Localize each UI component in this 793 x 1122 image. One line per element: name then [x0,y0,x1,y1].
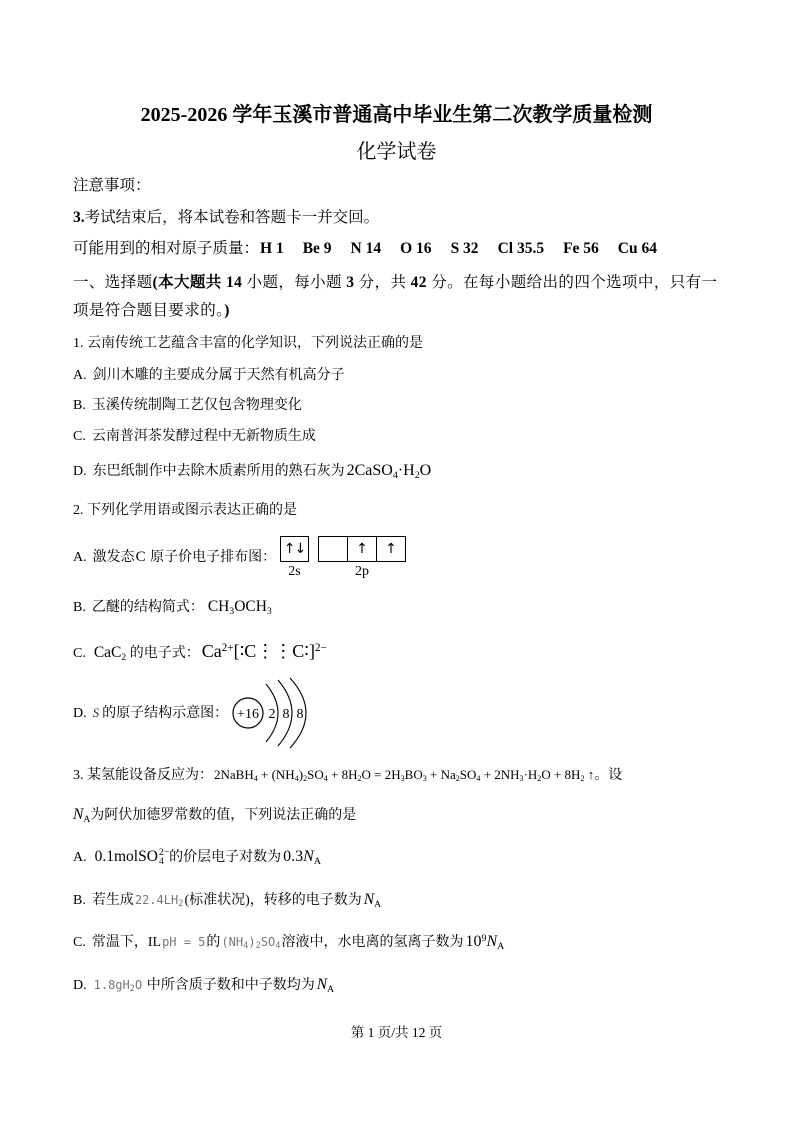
rich-text: OCH [234,598,267,615]
electron-formula [202,641,327,661]
atomic-mass-list [73,237,657,261]
stem-text: 。设 [594,768,623,783]
orbital-label-2p: 2p [355,564,369,579]
rich-text: + Na [426,767,456,782]
option-text: 中所含质子数和中子数均为 [143,978,315,993]
rich-text: 一、选择题 [73,274,153,291]
option-text: 若生成 [91,893,134,908]
q2-option-b [73,595,272,621]
option-text: 东巴纸制作中去除木质素所用的熟石灰为 [92,464,345,479]
option-label: A. [73,850,87,865]
avogadro-symbol [73,806,90,823]
mono-text: ) [248,935,256,949]
q1-option-c [73,425,316,449]
italic-symbol: N [303,848,314,865]
mono-text: 22.4LH [134,893,179,907]
quantity-formula [135,893,184,908]
subscript: 4 [294,774,299,784]
option-label: B. [73,600,86,615]
option-text: 激发态 [92,550,135,565]
rich-text: ↑ [584,767,595,782]
option-label: B. [73,398,86,413]
option-label: A. [73,550,87,565]
rich-text: + 8H [327,767,358,782]
q3-stem-continued [73,803,356,829]
rich-text: 2CaSO [346,462,393,479]
formula-value [317,976,334,993]
atomic-mass-item: S 32 [450,240,479,257]
q2-option-c [73,639,327,667]
subscript: 3 [519,774,524,784]
rich-text: + (NH [257,767,295,782]
rich-text: CH [207,598,230,615]
subscript: 4 [476,774,481,784]
option-text: 常温下，IL [91,935,162,950]
ph-value [162,935,205,950]
rich-text: + 2NH [480,767,520,782]
atomic-mass-item: O 16 [400,240,432,257]
atomic-mass-item: Fe 56 [563,240,599,257]
rich-text: O + 8H [541,767,581,782]
option-text: 的价层电子对数为 [169,850,282,865]
q3-option-b [73,888,381,914]
option-text: 玉溪传统制陶工艺仅包含物理变化 [91,398,302,413]
subscript: 4 [253,774,258,784]
option-label: C. [73,646,86,661]
rich-text: O = 2H [361,767,401,782]
rich-text: BO [404,767,423,782]
mono-text: 1.8gH [93,978,130,992]
atomic-mass-label: 可能用到的相对原子质量： [73,240,260,257]
nucleus-charge: +16 [237,707,259,722]
rich-text: [∶C⋮⋮C∶] [233,641,315,661]
option-text: 原子价电子排布图： [146,550,277,565]
subscript: 2 [580,774,585,784]
formula-value [466,933,505,950]
subscript: 2 [414,469,420,481]
subscript: 2 [357,774,362,784]
rich-text: 分，共 [354,274,411,291]
rich-bold-text: 3 [346,274,355,291]
italic-symbol: N [363,891,375,908]
page-number: 第 1 页/共 12 页 [350,1025,443,1040]
q2-option-d [73,701,228,726]
q1-option-b [73,394,302,418]
q3-stem [73,763,622,789]
option-text: 云南普洱茶发酵过程中无新物质生成 [91,429,316,444]
orbital-box-2s: ↑↓ [280,536,309,562]
subscript: 2 [537,774,542,784]
option-text: 的原子结构示意图： [102,706,229,721]
notice-item-number: 3. [73,209,85,226]
quantity-formula [94,978,143,993]
rich-text: Ca [201,641,222,661]
subscript: 2 [455,774,460,784]
rich-text: CaC [93,644,122,661]
q2-stem: 2. 下列化学用语或图示表达正确的是 [73,503,297,518]
notice-item [73,206,379,230]
q1-option-d [73,459,431,485]
rich-text: SO [459,767,477,782]
option-text: 的 [206,935,221,950]
formula-value [364,891,381,908]
option-text: 溶液中，水电离的氢离子数为 [281,935,464,950]
option-text: 乙醚的结构简式： [91,600,204,615]
rich-bold-text: (本大题共 14 [152,274,243,291]
rich-bold-text: 42 [410,274,427,291]
orbital-box-2p: ↑ [348,537,377,561]
q3-option-c [73,930,504,956]
superscript: 2+ [221,641,234,654]
option-label: C. [73,935,86,950]
orbital-diagram [280,536,410,582]
subscript: 3 [400,774,405,784]
italic-symbol: N [486,933,498,950]
solute-formula [221,935,280,950]
option-label: A. [73,368,87,383]
rich-text: 0.3 [283,848,304,865]
orbital-box-2p: ↑ [385,541,397,557]
q3-option-d [73,973,334,999]
mono-text: O [134,978,143,992]
orbital-label-2s: 2s [288,564,301,579]
subscript: A [313,855,321,867]
exam-subject: 化学试卷 [356,141,437,163]
section-instructions-line-1 [73,271,717,295]
rich-text: ·H [397,462,415,479]
option-label: D. [73,978,87,993]
sub-superscript-stack [159,848,169,866]
rich-text: 0.1molSO [94,848,158,865]
subscript: A [83,813,91,825]
notice-heading: 注意事项： [73,177,151,194]
rich-text: 2NaBH [214,767,254,782]
option-label: D. [73,706,87,721]
stem-text: 3. 某氢能设备反应为： [73,768,213,783]
subscript: A [327,983,334,995]
option-text: (标准状况)，转移的电子数为 [184,893,362,908]
mono-text: (NH [221,935,244,949]
orbital-box-2p [319,537,348,561]
orbital-group-2p [318,536,406,562]
subscript: 2 [121,651,127,663]
superscript: 2− [314,641,327,654]
atomic-mass-item: Cl 35.5 [497,240,545,257]
formula-value [283,848,321,865]
atomic-mass-item: Cu 64 [617,240,657,257]
rich-text: SO [307,767,324,782]
atomic-mass-item: H 1 [260,240,284,257]
subscript: 4 [158,855,164,867]
rich-bold-text: ) [224,302,230,319]
subscript: 4 [323,774,328,784]
subscript: 2 [303,774,308,784]
atomic-mass-item: N 14 [350,240,382,257]
shell-electron-count: 8 [282,707,290,722]
mono-subscript: 4 [243,941,249,952]
element-symbol: C [135,549,146,565]
notice-item-text: 考试结束后，将本试卷和答题卡一并交回。 [84,209,380,226]
chemical-formula [95,848,170,865]
chemical-formula [94,644,126,661]
q2-option-a [73,545,276,570]
q1-stem: 1. 云南传统工艺蕴含丰富的化学知识，下列说法正确的是 [73,336,423,351]
exam-title: 2025-2026 学年玉溪市普通高中毕业生第二次教学质量检测 [140,104,653,126]
mono-subscript: 4 [275,941,281,952]
superscript: 2− [158,846,170,858]
subscript: 4 [392,469,398,481]
rich-text: O [419,462,432,479]
rich-text: 项是符合题目要求的。 [73,302,225,319]
rich-text: ) [298,767,304,782]
italic-symbol: N [316,976,328,993]
mono-subscript: 2 [255,941,261,952]
chemical-formula [208,598,272,615]
subscript: 3 [266,605,272,617]
atomic-structure-diagram [228,676,320,750]
subscript: 3 [229,605,235,617]
option-text: 的电子式： [126,646,200,661]
shell-electron-count: 8 [296,707,304,722]
option-label: D. [73,464,87,479]
option-text: 剑川木雕的主要成分属于天然有机高分子 [92,368,345,383]
subscript: A [374,898,382,910]
rich-text: 分。在每小题给出的四个选项中，只有一 [426,274,718,291]
superscript: 9 [481,932,487,944]
option-label: C. [73,429,86,444]
element-symbol: S [92,705,100,720]
q1-option-a [73,364,345,388]
mono-text: pH = 5 [162,935,206,949]
rich-text: 小题，每小题 [242,274,347,291]
q3-option-a [73,845,321,871]
mono-subscript: 2 [178,899,184,910]
rich-text: 10 [465,933,482,950]
chemical-equation [214,767,594,782]
italic-symbol: N [73,806,84,823]
shell-electron-count: 2 [268,707,276,722]
atomic-mass-item: Be 9 [302,240,332,257]
section-instructions-line-2 [73,299,230,323]
option-label: B. [73,893,86,908]
subscript: 3 [422,774,427,784]
stem-text: 为阿伏加德罗常数的值，下列说法正确的是 [90,808,357,823]
mono-subscript: 2 [129,984,135,995]
subscript: A [497,940,505,952]
chemical-formula [347,462,432,479]
mono-text: SO [260,935,276,949]
rich-text: ·H [523,767,538,782]
